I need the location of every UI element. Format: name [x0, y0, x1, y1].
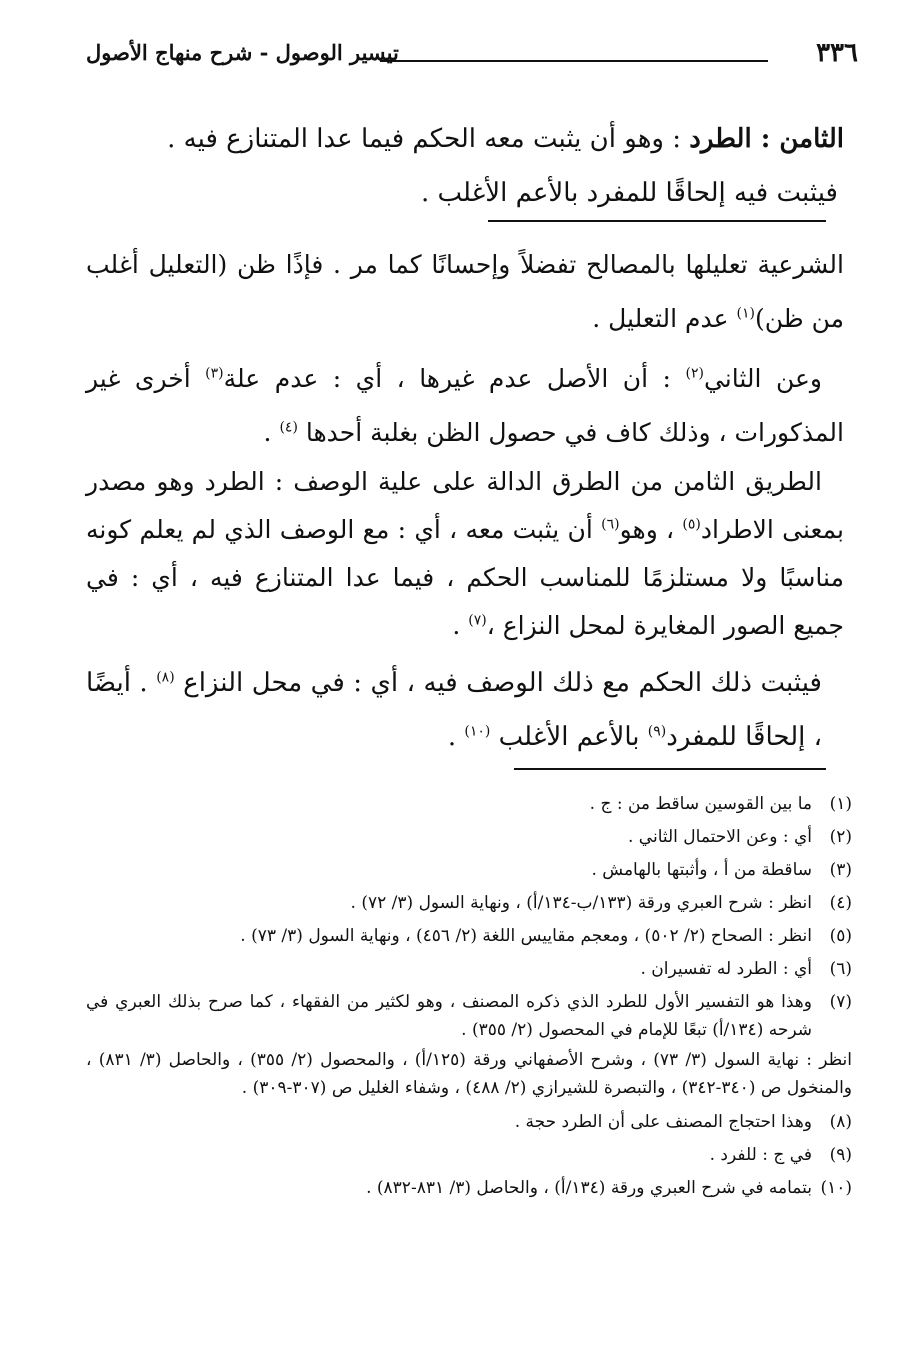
footnote-ref[interactable]: (٧): [468, 612, 487, 629]
footnote-5: (٥) انظر : الصحاح (٢/ ٥٠٢) ، ومعجم مقاييس اللغة (٢/ ٤٥٦) ، ونهاية السول (٣/ ٧٣) .: [240, 926, 852, 946]
footnote-ref[interactable]: (١): [736, 305, 755, 322]
footnote-2: (٢) أي : وعن الاحتمال الثاني .: [627, 827, 852, 847]
footnote-ref[interactable]: (١٠): [464, 723, 491, 740]
footnote-ref[interactable]: (٥): [682, 516, 701, 533]
matn-line-1: [86, 112, 844, 166]
commentary-paragraph-2: وعن الثاني$^{(٢)}$ : أن الأصل عدم غيرها ، أي : عدم علة$^{(٣)}$ أخرى غير المذكورات ، وذلك كاف في حصول الظن بغلبة أحدها $^{(٤)}$ .: [86, 364, 844, 447]
footnote-4: (٤) انظر : شرح العبري ورقة (١٣٣/ب-١٣٤/أ) ، ونهاية السول (٣/ ٧٢) .: [350, 893, 852, 913]
page-header: [80, 36, 860, 76]
footnote-ref[interactable]: (٩): [647, 723, 667, 740]
footnotes: [86, 790, 852, 1207]
commentary-paragraph-1: الشرعية تعليلها بالمصالح تفضلاً وإحسانًا كما مر . فإذًا ظن (التعليل أغلب من ظن)$^{(١)}$ عدم التعليل .: [86, 250, 844, 333]
footnote-3: (٣) ساقطة من أ ، وأثبتها بالهامش .: [591, 860, 852, 880]
footnote-ref[interactable]: (٢): [685, 365, 704, 382]
running-title: تيسير الوصول - شرح منهاج الأصول: [86, 40, 399, 65]
footnote-ref[interactable]: (٨): [156, 669, 175, 686]
commentary-paragraph-4: فيثبت ذلك الحكم مع ذلك الوصف فيه ، أي : في محل النزاع $^{(٨)}$ . أيضًا ، إلحاقًا للمفرد$^{(٩)}$ بالأعم الأغلب $^{(١٠)}$ .: [86, 668, 822, 752]
footnote-ref[interactable]: (٣): [205, 365, 224, 382]
footnote-1: (١) ما بين القوسين ساقط من : ج .: [589, 794, 852, 814]
matn-block: [86, 112, 844, 220]
matn-line-1-text: : وهو أن يثبت معه الحكم فيما عدا المتنازع فيه .: [167, 124, 690, 154]
footnote-ref[interactable]: (٦): [601, 516, 620, 533]
footnote-ref[interactable]: (٤): [279, 419, 298, 436]
commentary-paragraph-3: الطريق الثامن من الطرق الدالة على علية الوصف : الطرد وهو مصدر بمعنى الاطراد$^{(٥)}$ ، وهو$^{(٦)}$ أن يثبت معه ، أي : مع الوصف الذي لم يعلم كونه مناسبًا ولا مستلزمًا للمناسب الحكم ، فيما عدا المتنازع فيه ، أي : في جميع الصور المغايرة لمحل النزاع ،$^{(٧)}$ .: [86, 467, 845, 640]
matn-rule: [488, 220, 826, 222]
footnote-10: (١٠) بتمامه في شرح العبري ورقة (١٣٤/أ) ، والحاصل (٣/ ٨٣١-٨٣٢) .: [366, 1178, 852, 1198]
matn-line-2: فيثبت فيه إلحاقًا للمفرد بالأعم الأغلب .: [421, 178, 838, 208]
footnote-separator: [514, 768, 826, 770]
footnote-7: (٧) وهذا هو التفسير الأول للطرد الذي ذكره المصنف ، وهو لكثير من الفقهاء ، كما صرح بذلك العبري في شرحه (١٣٤/أ) تبعًا للإمام في المحصول (٢/ ٣٥٥) .: [86, 992, 852, 1040]
footnote-8: (٨) وهذا احتجاج المصنف على أن الطرد حجة .: [514, 1112, 852, 1132]
footnote-6: (٦) أي : الطرد له تفسيران .: [640, 959, 852, 979]
footnote-9: (٩) في ج : للفرد .: [709, 1145, 852, 1165]
page-number: ٣٣٦: [816, 38, 858, 68]
header-rule: [380, 60, 768, 62]
matn-label: الثامن : الطرد: [689, 124, 844, 154]
footnote-7-continuation: انظر : نهاية السول (٣/ ٧٣) ، وشرح الأصفهاني ورقة (١٢٥/أ) ، والمحصول (٢/ ٣٥٥) ، والحاصل (٣/ ٨٣١) ، والمنخول ص (٣٤٠-٣٤٢) ، والتبصرة للشيرازي (٢/ ٤٨٨) ، وشفاء الغليل ص (٣٠٧-٣٠٩) .: [86, 1050, 852, 1098]
